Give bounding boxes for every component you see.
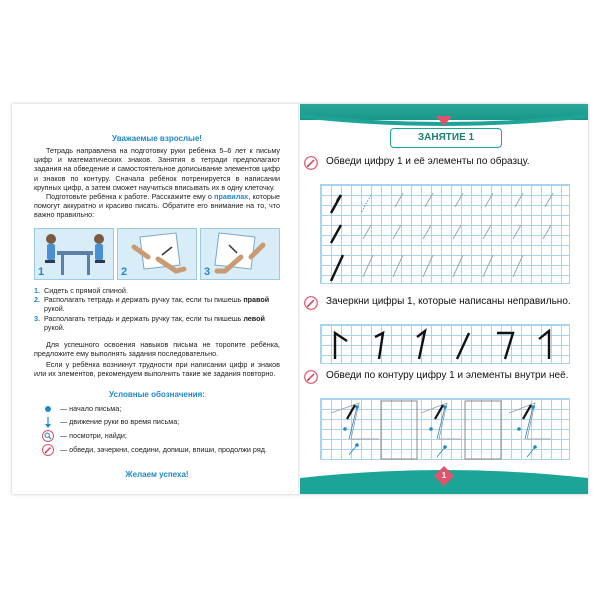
task-2-grid	[320, 324, 570, 364]
lesson-title: ЗАНЯТИЕ 1	[390, 128, 502, 148]
task-3-instruction: Обведи по контуру цифру 1 и элементы внутри неё.	[326, 370, 572, 382]
page-number: 1	[441, 471, 447, 480]
posture-steps	[34, 286, 280, 332]
rules-link: правилах	[214, 192, 249, 201]
book-spread	[12, 104, 588, 494]
magnifier-icon	[42, 430, 54, 442]
task-3-grid	[320, 398, 570, 460]
step-item: 2. Располагать тетрадь и держать ручку так, если ты пишешь правой рукой.	[34, 295, 270, 314]
task-1-instruction: Обведи цифру 1 и её элементы по образцу.	[326, 156, 572, 168]
posture-panel-2	[117, 228, 197, 280]
intro-paragraph: Тетрадь направлена на подготовку руки ребёнка 5–6 лет к письму цифр и математических знаков. Занятия в тетради предполагают задания на обведение и самостоятельное дописывание элементов цифр и знаков по контуру. Сначала ребёнок потренируется в написании крупных цифр, а затем сможет научиться вписывать их в одну клеточку.	[34, 146, 280, 192]
right-page	[300, 104, 588, 494]
top-arc-decoration	[300, 114, 588, 128]
task-1-grid	[320, 184, 570, 284]
illustration-number: 2	[121, 266, 128, 278]
pencil-icon	[304, 370, 318, 384]
difficulty-paragraph: Если у ребёнка возникнут трудности при написании цифр и знаков или их элементов, рекомендуем выполнить такие же задания повторно.	[34, 360, 280, 379]
greeting-heading: Уважаемые взрослые!	[112, 134, 202, 143]
illustration-number: 3	[204, 266, 211, 278]
task-2-instruction: Зачеркни цифры 1, которые написаны неправильно.	[326, 296, 572, 308]
posture-panel-3	[200, 228, 280, 280]
closing-wish: Желаем успеха!	[125, 470, 189, 479]
legend-heading: Условные обозначения:	[109, 390, 205, 399]
advice-paragraph: Для успешного освоения навыков письма не торопите ребёнка, предложите ему выполнять задания последовательно.	[34, 340, 280, 359]
illustration-number: 1	[38, 266, 45, 278]
step-item: 1. Сидеть с прямой спиной.	[34, 286, 128, 295]
pencil-icon	[304, 156, 318, 170]
down-arrow-icon	[42, 416, 54, 428]
pencil-icon	[42, 444, 54, 456]
posture-panel-1	[34, 228, 114, 280]
start-dot-icon	[42, 403, 54, 415]
step-item: 3. Располагать тетрадь и держать ручку так, если ты пишешь левой рукой.	[34, 313, 265, 332]
prepare-paragraph: Подготовьте ребёнка к работе. Расскажите ему о правилах, которые помогут аккуратно и красиво писать. Обратите его внимание на то, что важно правильно:	[34, 192, 280, 220]
pencil-icon	[304, 296, 318, 310]
left-page: Уважаемые взрослые! Тетрадь направлена на подготовку руки ребёнка 5–6 лет к письму цифр и математических знаков. Занятия в тетради предполагают задания на обведение и самостоятельное дописывание элементов цифр и знаков по контуру. Сначала ребёнок потренируется в написании крупных цифр, а затем сможет научиться вписывать их в одну клеточку. Подготовьте ребёнка к работе. Расскажите ему о правилах, которые помогут аккуратно и красиво писать. Обратите его внимание на то, что важно правильно: 1 2 3 1. Сидеть с прямой спиной. 2. Располагать тетрадь и держать ручку так, если ты пишешь правой рукой. 3. Располагать тетрадь и держать ручку так, если ты пишешь левой рукой. Для успешного освоения навыков письма не торопите ребёнка, предложите ему выполнять задания последовательно. Если у ребёнка возникнут трудности при написании цифр и знаков или их элементов, рекомендуем выполнить такие же задания повторно. Условные обозначения: — начало письма; — движение руки во время письма; — посмотри, найди; — обведи, зачеркни, соедини, допиши, впиши, продолжи ряд. Желаем успеха!	[12, 104, 299, 494]
posture-illustrations	[34, 228, 280, 280]
